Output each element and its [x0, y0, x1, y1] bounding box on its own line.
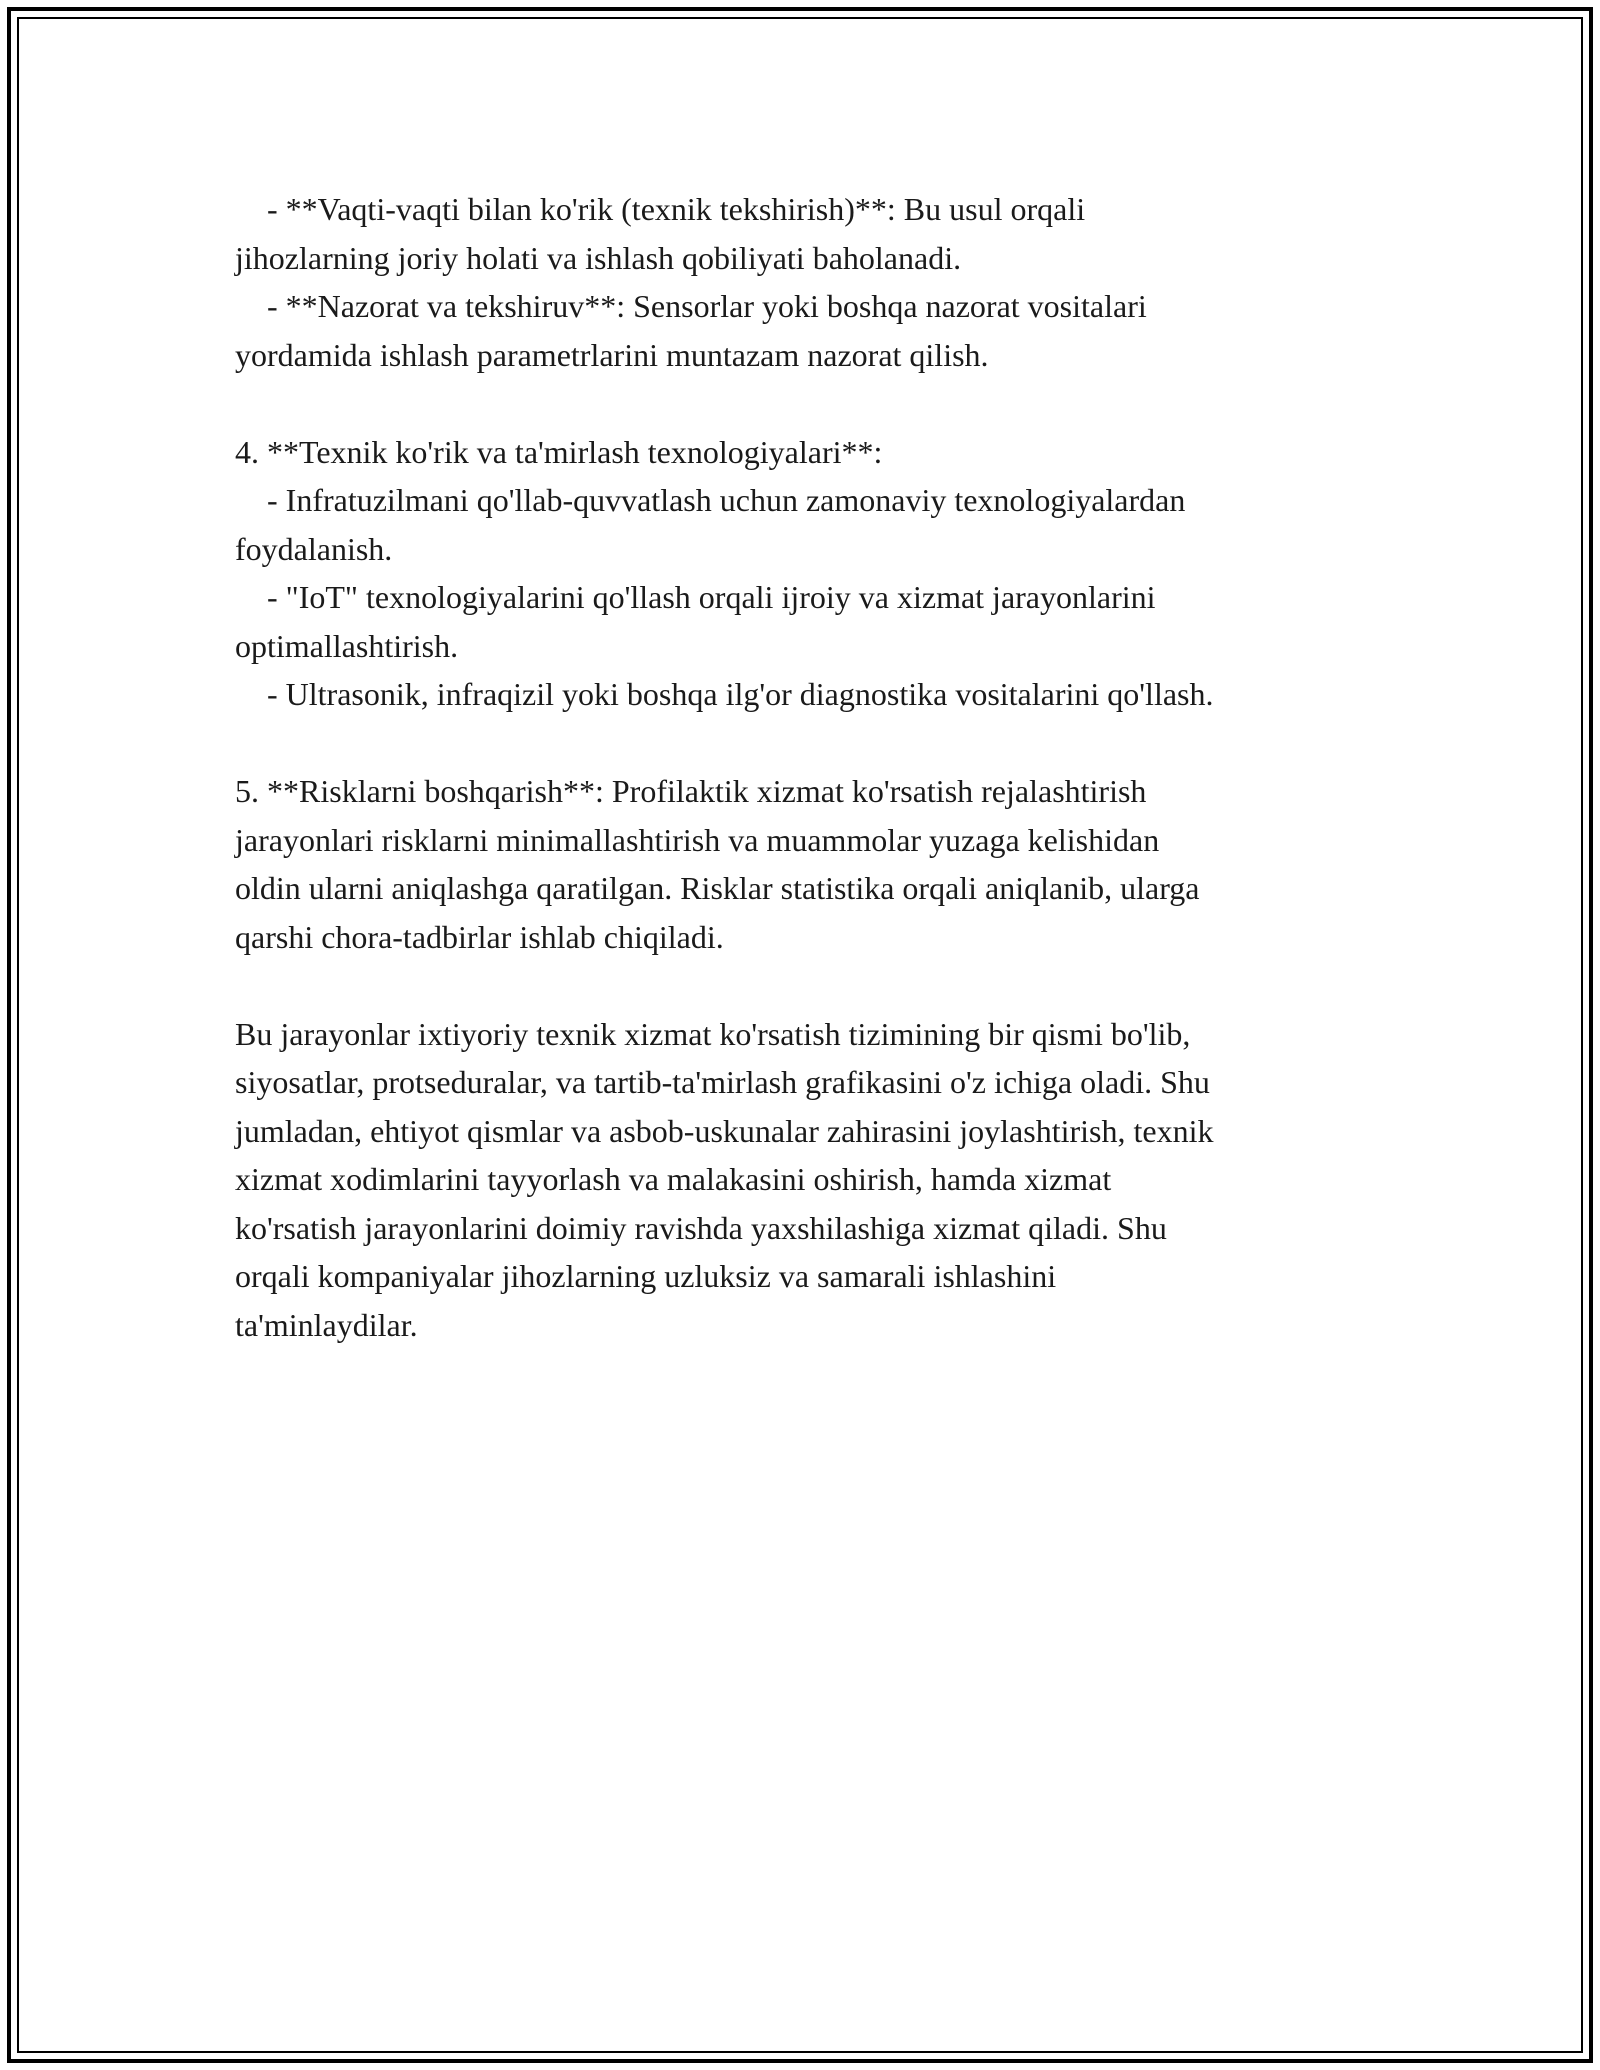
paragraph-risk-management: [235, 767, 1375, 961]
text-line: qarshi chora-tadbirlar ishlab chiqiladi.: [235, 918, 724, 955]
document-body: [235, 185, 1375, 1349]
text-line: - Ultrasonik, infraqizil yoki boshqa ilg'or diagnostika vositalarini qo'llash.: [235, 676, 1214, 712]
text-line: Bu jarayonlar ixtiyoriy texnik xizmat ko'rsatish tizimining bir qismi bo'lib,: [235, 1015, 1191, 1052]
text-line: - Infratuzilmani qo'llab-quvvatlash uchun zamonaviy texnologiyalardan: [235, 482, 1186, 518]
text-line: jumladan, ehtiyot qismlar va asbob-uskunalar zahirasini joylashtirish, texnik: [235, 1112, 1214, 1149]
text-line: foydalanish.: [235, 530, 393, 567]
text-line: - **Nazorat va tekshiruv**: Sensorlar yoki boshqa nazorat vositalari: [235, 288, 1147, 324]
text-line: jarayonlari risklarni minimallashtirish va muammolar yuzaga kelishidan: [235, 821, 1160, 858]
text-line: ko'rsatish jarayonlarini doimiy ravishda yaxshilashiga xizmat qiladi. Shu: [235, 1209, 1167, 1246]
text-line: ta'minlaydilar.: [235, 1306, 418, 1343]
text-line: - "IoT" texnologiyalarini qo'llash orqali ijroiy va xizmat jarayonlarini: [235, 579, 1156, 615]
text-line: yordamida ishlash parametrlarini muntazam nazorat qilish.: [235, 336, 989, 373]
paragraph-gap: [235, 961, 1375, 1010]
paragraph-summary: [235, 1010, 1375, 1350]
paragraph-gap: [235, 379, 1375, 428]
paragraph-technologies: [235, 428, 1375, 719]
text-line: oldin ularni aniqlashga qaratilgan. Risklar statistika orqali aniqlanib, ularga: [235, 870, 1200, 906]
text-line: siyosatlar, protseduralar, va tartib-ta'mirlash grafikasini o'z ichiga oladi. Shu: [235, 1064, 1210, 1100]
text-line: xizmat xodimlarini tayyorlash va malakasini oshirish, hamda xizmat: [235, 1161, 1112, 1197]
paragraph-gap: [235, 719, 1375, 768]
text-line: - **Vaqti-vaqti bilan ko'rik (texnik tekshirish)**: Bu usul orqali: [235, 191, 1086, 227]
text-line: jihozlarning joriy holati va ishlash qobiliyati baholanadi.: [235, 239, 962, 276]
paragraph-inspection-methods: [235, 185, 1375, 379]
text-line: 4. **Texnik ko'rik va ta'mirlash texnologiyalari**:: [235, 433, 883, 470]
text-line: orqali kompaniyalar jihozlarning uzluksiz va samarali ishlashini: [235, 1258, 1057, 1294]
text-line: 5. **Risklarni boshqarish**: Profilaktik xizmat ko'rsatish rejalashtirish: [235, 773, 1147, 809]
text-line: optimallashtirish.: [235, 627, 459, 664]
